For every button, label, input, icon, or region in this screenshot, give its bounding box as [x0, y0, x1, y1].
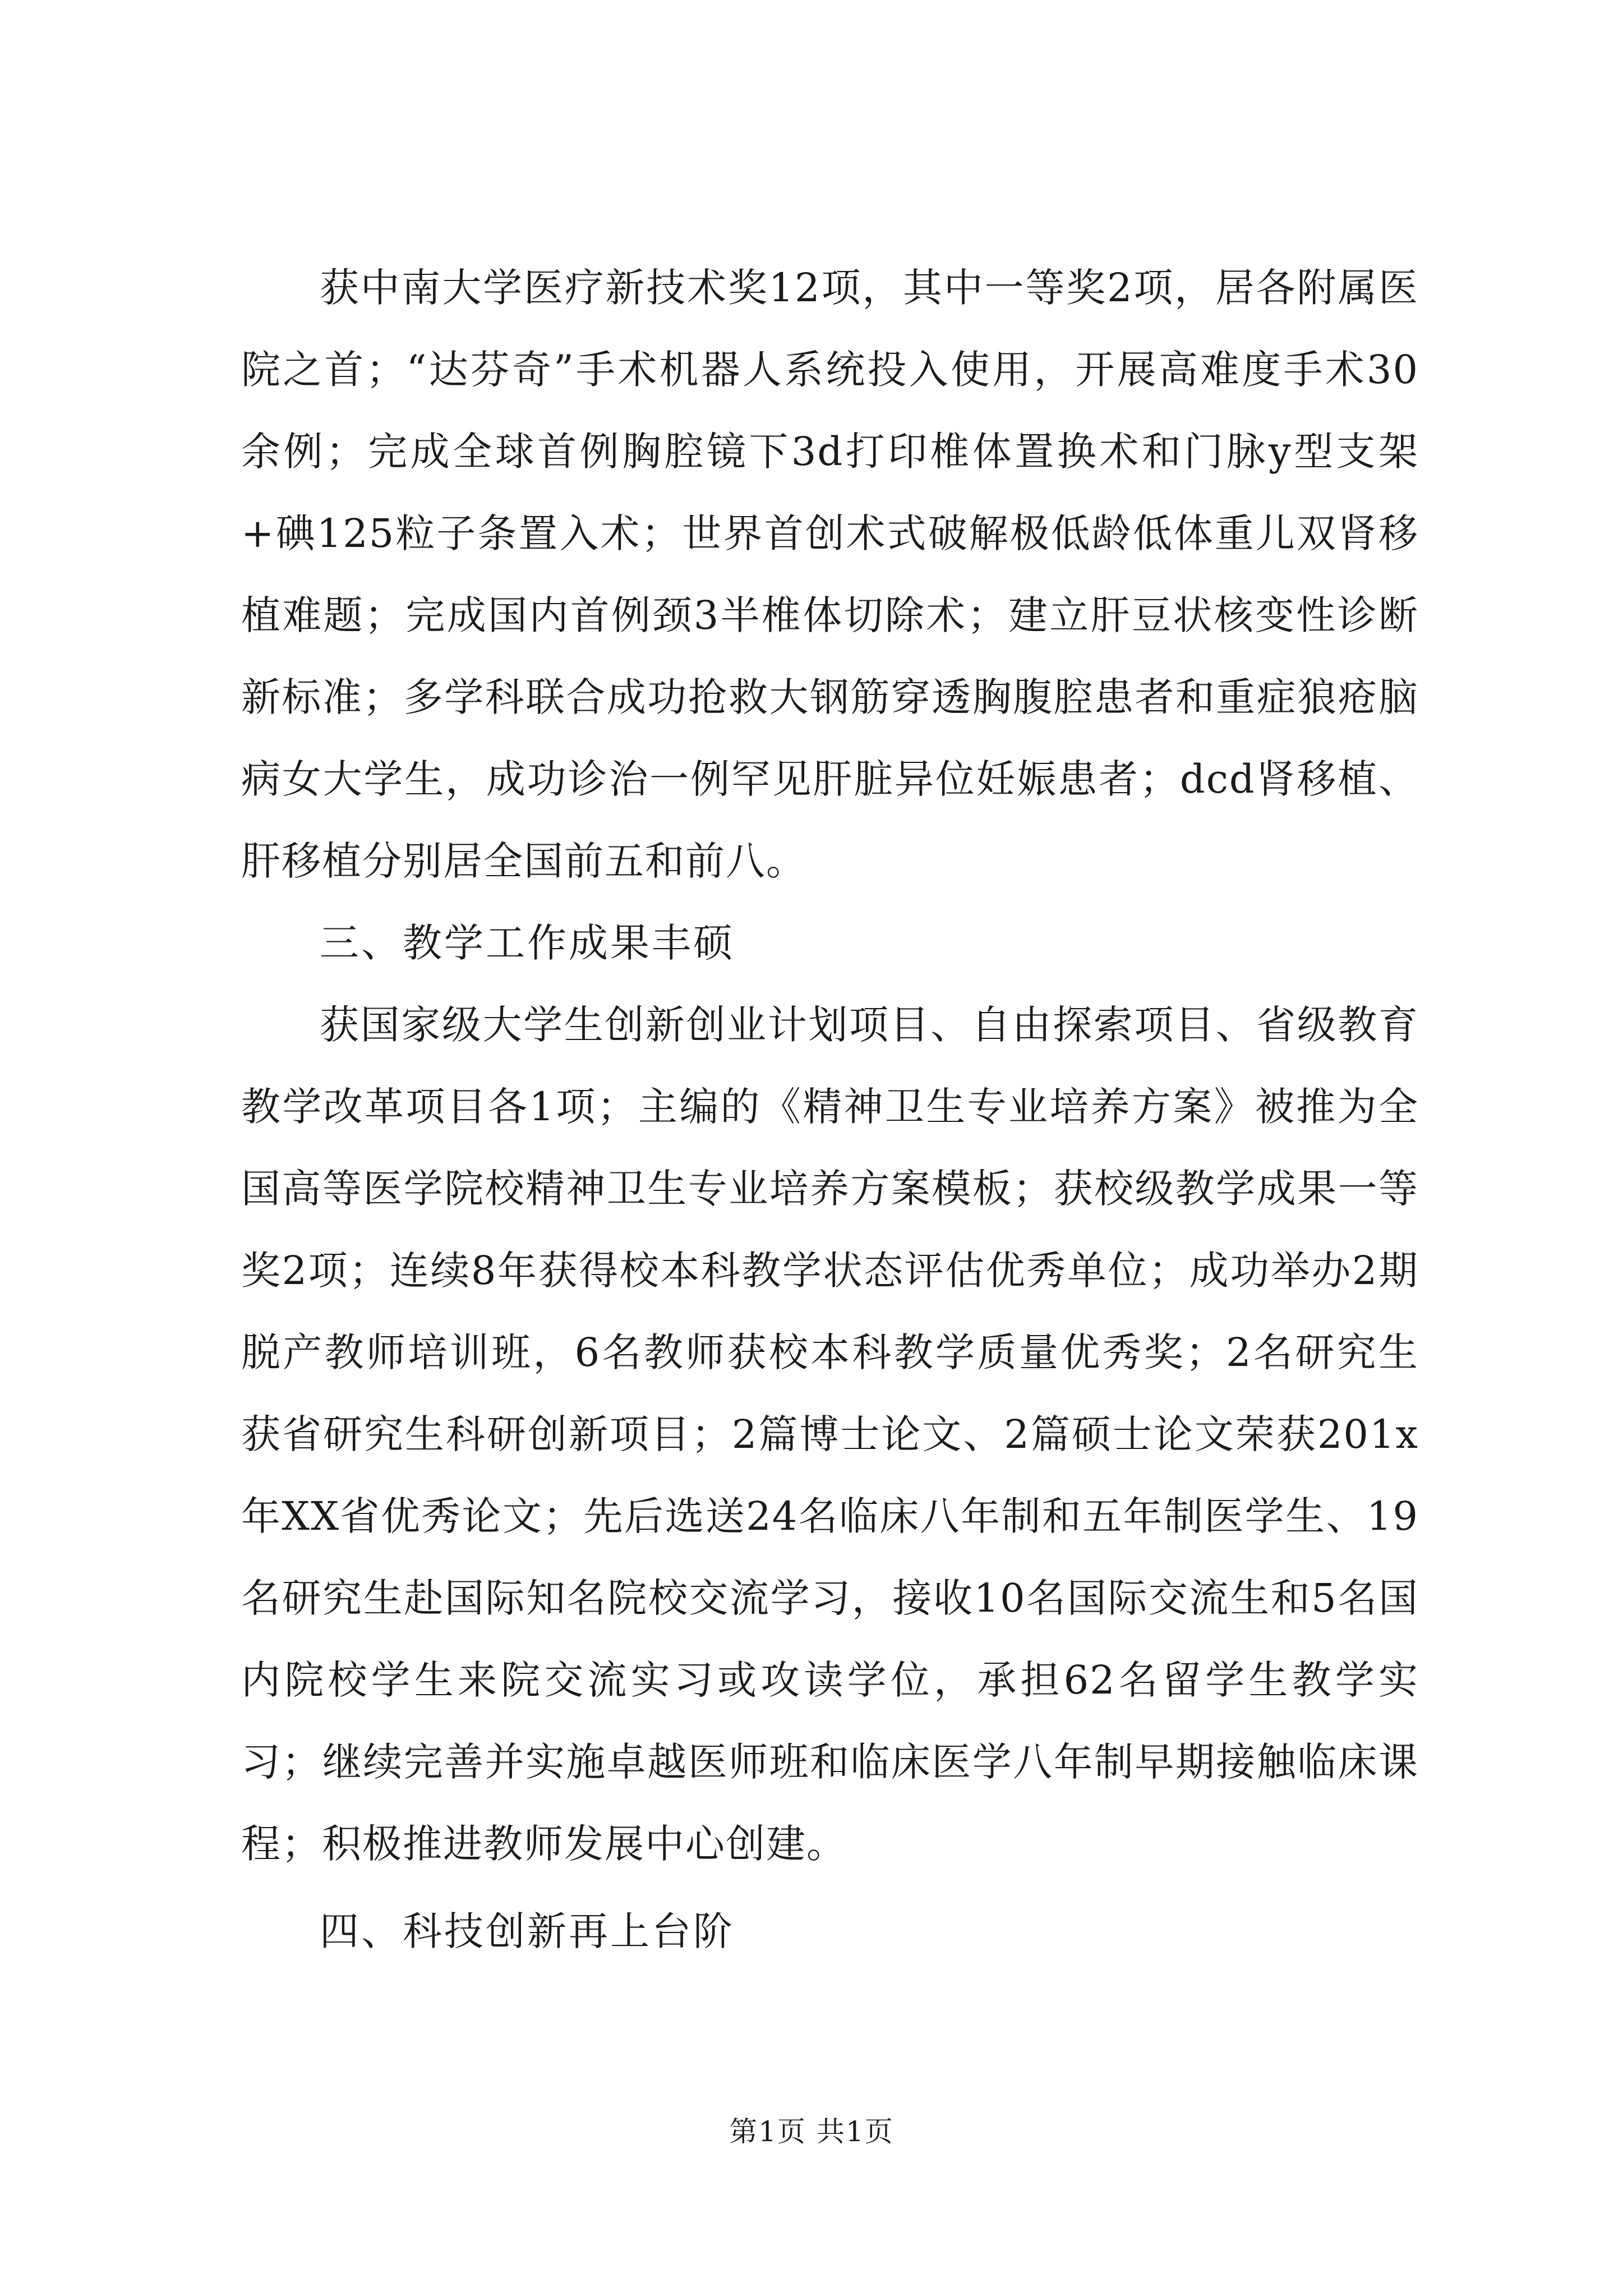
document-body: [241, 247, 1419, 1972]
section-heading-technology: 四、科技创新再上台阶: [320, 1908, 735, 1954]
section-heading-teaching: 三、教学工作成果丰硕: [320, 920, 735, 966]
paragraph-medical-awards: 获中南大学医疗新技术奖12项，其中一等奖2项，居各附属医院之首；“达芬奇”手术机器人系统投入使用，开展高难度手术30余例；完成全球首例胸腔镜下3d打印椎体置换术和门脉y型支架+碘125粒子条置入术；世界首创术式破解极低龄低体重儿双肾移植难题；完成国内首例颈3半椎体切除术；建立肝豆状核变性诊断新标准；多学科联合成功抢救大钢筋穿透胸腹腔患者和重症狼疮脑病女大学生，成功诊治一例罕见肝脏异位妊娠患者；dcd肾移植、肝移植分别居全国前五和前八。: [241, 265, 1419, 884]
paragraph-teaching-results: 获国家级大学生创新创业计划项目、自由探索项目、省级教育教学改革项目各1项；主编的《精神卫生专业培养方案》被推为全国高等医学院校精神卫生专业培养方案模板；获校级教学成果一等奖2项；连续8年获得校本科教学状态评估优秀单位；成功举办2期脱产教师培训班，6名教师获校本科教学质量优秀奖；2名研究生获省研究生科研创新项目；2篇博士论文、2篇硕士论文荣获201x年XX省优秀论文；先后选送24名临床八年制和五年制医学生、19名研究生赴国际知名院校交流学习，接收10名国际交流生和5名国内院校学生来院交流实习或攻读学位，承担62名留学生教学实习；继续完善并实施卓越医师班和临床医学八年制早期接触临床课程；积极推进教师发展中心创建。: [241, 1002, 1419, 1867]
page-footer: 第1页 共1页: [729, 2115, 894, 2148]
